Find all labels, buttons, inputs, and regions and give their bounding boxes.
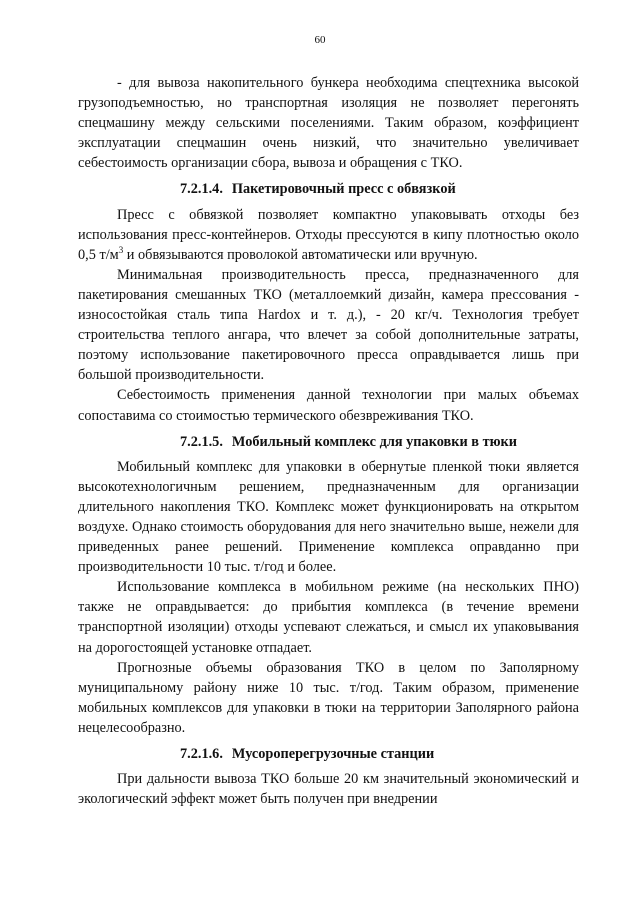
paragraph-transport-isolation: - для вывоза накопительного бункера необходима спецтехника высокой грузоподъемностью, но транспортная изоляция не позволяет перегонять спецмашину между сельскими поселениями. Таким образом, коэффициент эксплуатации спецмашин очень низкий, что значительно увеличивает себестоимость организации сбора, вывоза и обращения с ТКО. <box>78 75 579 172</box>
section-title: Мусороперегрузочные станции <box>231 746 435 762</box>
paragraph-text-part: Пресс с обвязкой позволяет компактно упаковывать отходы без использования пресс-контейнеров. Отходы прессуются в кипу плотностью около 0,5 т/м <box>78 206 579 263</box>
paragraph-press-cost: Себестоимость применения данной технологии при малых объемах сопоставима со стоимостью термического обезвреживания ТКО. <box>78 387 579 424</box>
section-number: 7.2.1.4. <box>180 181 223 198</box>
paragraph-forecast-volumes: Прогнозные объемы образования ТКО в целом по Заполярному муниципальному району ниже 10 тыс. т/год. Таким образом, применение мобильных комплексов для упаковки в тюки на территории Заполярного района нецелесообразно. <box>78 659 579 736</box>
page-number: 60 <box>314 34 326 46</box>
section-title: Пакетировочный пресс с обвязкой <box>231 181 456 198</box>
paragraph-press-capacity: Минимальная производительность пресса, предназначенного для пакетирования смешанных ТКО (металлоемкий дизайн, камера прессования - износостойкая сталь типа Hardox и т. д.), - 20 кг/ч. Технология требует строительства теплого ангара, что влечет за собой дополнительные затраты, поэтому использование пакетировочного пресса оправдывается лишь при большой производительности. <box>78 266 579 384</box>
paragraph-press-description <box>78 205 579 265</box>
paragraph-mobile-complex: Мобильный комплекс для упаковки в обернутые пленкой тюки является высокотехнологичным решением, предназначенным для организации длительного накопления ТКО. Комплекс может функционировать на открытом воздухе. Однако стоимость оборудования для него значительно выше, нежели для приведенных ранее решений. Применение комплекса оправданно при производительности 10 тыс. т/год и более. <box>78 458 579 576</box>
section-heading-7-2-1-5 <box>78 432 579 452</box>
page-body <box>78 73 579 809</box>
paragraph-mobile-mode: Использование комплекса в мобильном режиме (на нескольких ПНО) также не оправдывается: до прибытия комплекса (в течение времени транспортной изоляции) отходы успевают слежаться, и смысл их упаковывания на дорогостоящей установке отпадает. <box>78 579 579 656</box>
section-number: 7.2.1.6. <box>180 746 223 762</box>
superscript-exponent: 3 <box>118 244 124 255</box>
section-heading-7-2-1-6 <box>78 744 579 764</box>
section-number: 7.2.1.5. <box>180 433 223 450</box>
paragraph-text-part: и обвязываются проволокой автоматически или вручную. <box>123 246 478 263</box>
section-heading-7-2-1-4 <box>78 179 579 199</box>
paragraph-transfer-stations: При дальности вывоза ТКО больше 20 км значительный экономический и экологический эффект может быть получен при внедрении <box>78 771 579 808</box>
section-title: Мобильный комплекс для упаковки в тюки <box>231 433 518 450</box>
